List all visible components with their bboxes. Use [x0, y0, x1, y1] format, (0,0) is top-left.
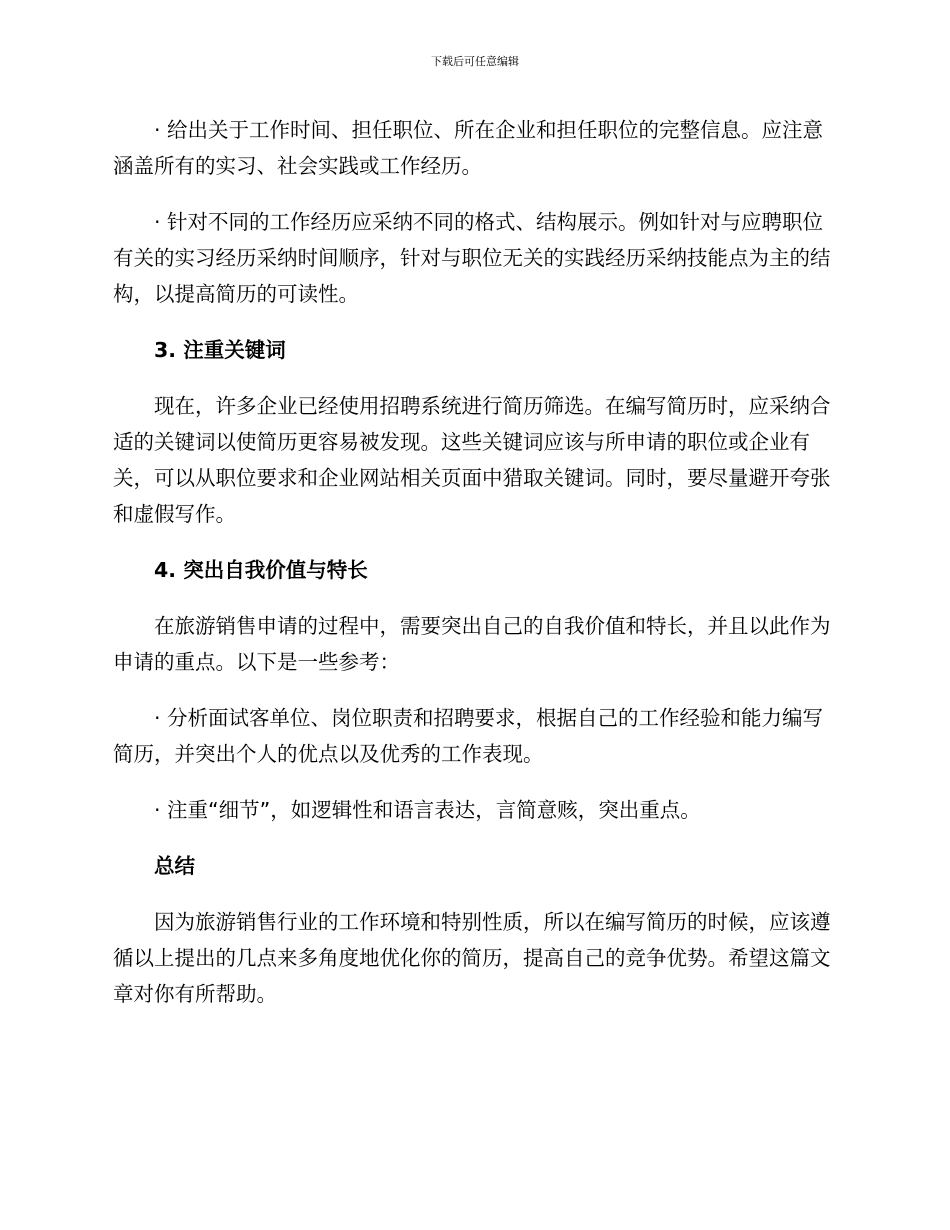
bullet-format-structure: · 针对不同的工作经历应采纳不同的格式、结构展示。例如针对与应聘职位有关的实习经历采纳时间顺序，针对与职位无关的实践经历采纳技能点为主的结构，以提高简历的可读性。: [113, 210, 831, 306]
section-heading-value: 4. 突出自我价值与特长: [154, 558, 368, 582]
section-heading-keywords: 3. 注重关键词: [154, 338, 286, 362]
document-body: [113, 112, 837, 1012]
bullet-analyze: · 分析面试客单位、岗位职责和招聘要求，根据自己的工作经验和能力编写简历，并突出个人的优点以及优秀的工作表现。: [113, 706, 824, 766]
page-header: 下载后可任意编辑: [431, 55, 519, 68]
paragraph-value: 在旅游销售申请的过程中，需要突出自己的自我价值和特长，并且以此作为申请的重点。以下是一些参考：: [113, 614, 831, 674]
paragraph-summary: 因为旅游销售行业的工作环境和特别性质，所以在编写简历的时候，应该遵循以上提出的几点来多角度地优化你的简历，提高自己的竞争优势。希望这篇文章对你有所帮助。: [113, 910, 831, 1006]
bullet-details: · 注重“细节”，如逻辑性和语言表达，言简意赅，突出重点。: [154, 798, 701, 822]
paragraph-keywords: 现在，许多企业已经使用招聘系统进行简历筛选。在编写简历时，应采纳合适的关键词以使简历更容易被发现。这些关键词应该与所申请的职位或企业有关，可以从职位要求和企业网站相关页面中猎取关键词。同时，要尽量避开夸张和虚假写作。: [113, 394, 831, 526]
bullet-work-info: · 给出关于工作时间、担任职位、所在企业和担任职位的完整信息。应注意涵盖所有的实习、社会实践或工作经历。: [113, 118, 824, 178]
section-heading-summary: 总结: [154, 854, 195, 878]
